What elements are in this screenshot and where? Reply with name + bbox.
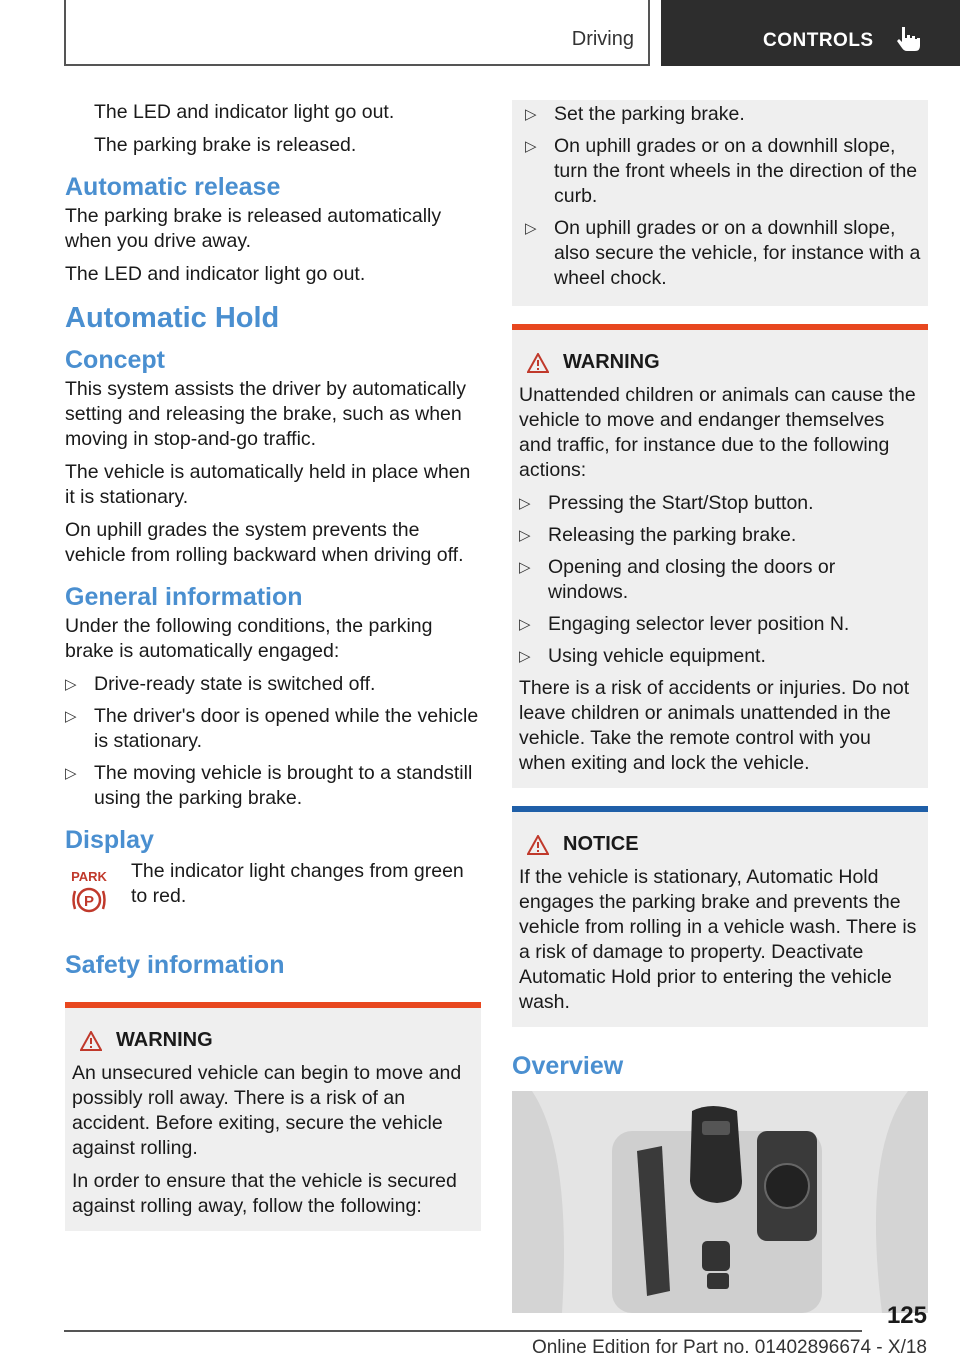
automatic-release-paragraph-1: The parking brake is released automatically when you drive away. xyxy=(65,205,442,252)
header-frame xyxy=(64,0,650,66)
list-item: ▷ On uphill grades or on a downhill slope, turn the front wheels in the direction of the curb. xyxy=(525,134,928,209)
automatic-release-paragraph-2: The LED and indicator light go out. xyxy=(65,263,366,285)
notice-paragraph: If the vehicle is stationary, Automatic Hold engages the parking brake and prevents the vehicle from rolling in a vehicle wash. There is a risk of damage to property. Deactivate Automatic Hold prior to entering the vehicle wash. xyxy=(519,866,917,1013)
list-item: ▷ On uphill grades or on a downhill slope, also secure the vehicle, for instance with a wheel chock. xyxy=(525,216,928,291)
list-item: ▷ Set the parking brake. xyxy=(525,102,928,127)
general-information-paragraph: Under the following conditions, the parking brake is automatically engaged: xyxy=(65,615,433,662)
warning-title: WARNING xyxy=(527,350,920,375)
page-number: 125 xyxy=(886,1302,927,1329)
header-section: Driving xyxy=(571,28,634,50)
intro-line-1: The LED and indicator light go out. xyxy=(94,101,395,123)
notice-triangle-icon xyxy=(527,835,549,855)
automatic-release-heading: Automatic release xyxy=(65,173,281,201)
header-tab-label: CONTROLS xyxy=(763,30,874,51)
warning-paragraph-1: Unattended children or animals can cause the vehicle to move and endanger themselves and traffic, for instance due to the following actions: xyxy=(519,384,916,481)
center-console-photo xyxy=(512,1091,928,1313)
warning-title: WARNING xyxy=(80,1028,473,1053)
automatic-hold-heading: Automatic Hold xyxy=(65,302,280,334)
warning-paragraph-1: An unsecured vehicle can begin to move and possibly roll away. There is a risk of an accident. Before exiting, secure the vehicle against rolling. xyxy=(72,1062,462,1159)
warning-box-left xyxy=(65,1002,481,1231)
park-brake-indicator-icon xyxy=(65,859,131,922)
warning-paragraph-2: In order to ensure that the vehicle is secured against rolling away, follow the following: xyxy=(72,1170,457,1217)
list-item: ▷ Engaging selector lever position N. xyxy=(519,612,920,637)
display-row xyxy=(65,859,481,922)
list-item: ▷ The moving vehicle is brought to a standstill using the parking brake. xyxy=(65,761,481,811)
svg-text:PARK: PARK xyxy=(71,869,107,884)
general-information-heading: General information xyxy=(65,583,303,611)
continued-list-box xyxy=(512,100,928,306)
list-item: ▷ Pressing the Start/Stop button. xyxy=(519,491,920,516)
hand-pointer-icon xyxy=(894,24,924,54)
concept-paragraph-1: This system assists the driver by automatically setting and releasing the brake, such as when moving in stop-and-go traffic. xyxy=(65,378,466,450)
concept-heading: Concept xyxy=(65,346,165,374)
left-column xyxy=(65,100,481,1231)
list-item: ▷ The driver's door is opened while the vehicle is stationary. xyxy=(65,704,481,754)
footer-rule xyxy=(64,1330,862,1332)
warning-paragraph-2: There is a risk of accidents or injuries. Do not leave children or animals unattended in the vehicle. Take the remote control with you when exiting and lock the vehicle. xyxy=(519,677,910,774)
intro-line-2: The parking brake is released. xyxy=(94,134,357,156)
concept-paragraph-3: On uphill grades the system prevents the vehicle from rolling backward when driving off. xyxy=(65,519,464,566)
right-column xyxy=(512,100,928,1313)
display-heading: Display xyxy=(65,826,154,854)
list-item: ▷ Drive-ready state is switched off. xyxy=(65,672,481,697)
safety-information-heading: Safety information xyxy=(65,951,285,979)
warning-triangle-icon xyxy=(80,1031,102,1051)
list-item: ▷ Releasing the parking brake. xyxy=(519,523,920,548)
notice-title: NOTICE xyxy=(527,832,920,857)
warning-box-right xyxy=(512,324,928,788)
notice-box xyxy=(512,806,928,1027)
svg-text:P: P xyxy=(83,893,95,910)
display-text: The indicator light changes from green to red. xyxy=(131,860,464,907)
list-item: ▷ Using vehicle equipment. xyxy=(519,644,920,669)
warning-triangle-icon xyxy=(527,353,549,373)
overview-heading: Overview xyxy=(512,1052,624,1080)
list-item: ▷ Opening and closing the doors or windows. xyxy=(519,555,920,605)
concept-paragraph-2: The vehicle is automatically held in place when it is stationary. xyxy=(65,461,471,508)
header-tab xyxy=(661,0,960,66)
edition-text: Online Edition for Part no. 01402896674 - X/18 xyxy=(531,1337,927,1358)
